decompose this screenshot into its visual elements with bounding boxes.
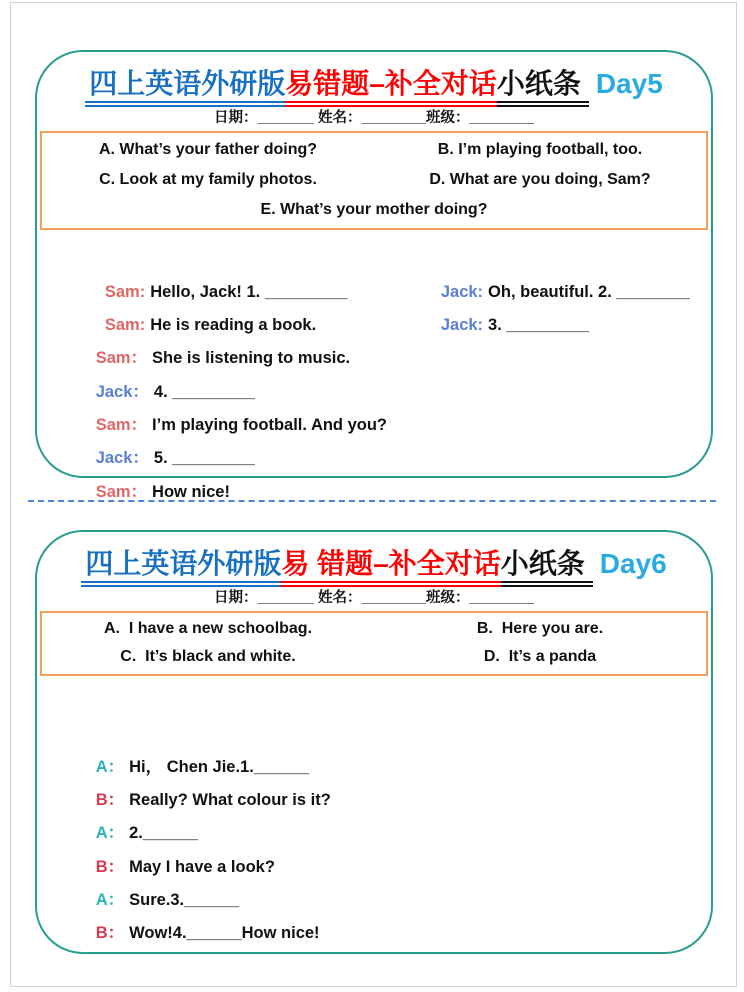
title-part-black: 小纸条: [501, 548, 593, 587]
speaker-label-a: A：: [95, 891, 125, 910]
speaker-label-jack: Jack:: [440, 315, 484, 334]
dialogue-row: [59, 242, 701, 301]
dialogue-text: Wow!4.______How nice!: [129, 924, 320, 943]
speaker-label-sam: Sam:: [104, 282, 146, 301]
speaker-label-b: B：: [95, 924, 125, 943]
options-box-day6: [40, 611, 708, 676]
dialogue-row: [59, 717, 701, 776]
title-day6: [37, 546, 711, 581]
title-day-label: Day6: [599, 548, 667, 579]
dialogue-text: I’m playing football. And you?: [152, 416, 388, 435]
dialogue-line: [395, 276, 701, 376]
dialogue-text: Sure.3.______: [129, 891, 240, 910]
dialogue-text: 5. _________: [153, 449, 255, 468]
card-day5: [35, 50, 713, 501]
speaker-label-sam: Sam:: [104, 315, 146, 334]
title-day5: [37, 66, 711, 101]
date-name-class-line: 日期：_______ 姓名：________班级：________: [213, 590, 534, 606]
title-part-red: 易错题–补全对话: [285, 68, 497, 107]
dialogue-day5: [37, 242, 711, 501]
speaker-label-sam: Sam：: [95, 416, 148, 435]
speaker-label-a: A：: [95, 757, 125, 776]
dialogue-text: He is reading a book.: [150, 315, 317, 334]
dialogue-text: Hi， Chen Jie.1.______: [129, 757, 309, 776]
dialogue-text: Really? What colour is it?: [129, 790, 331, 809]
speaker-label-sam: Sam：: [95, 482, 148, 501]
dialogue-text: May I have a look?: [129, 857, 275, 876]
dialogue-text: How nice!: [152, 482, 230, 501]
option-b: B. Here you are.: [476, 620, 604, 638]
option-c: C. It’s black and white.: [120, 648, 296, 666]
options-grid: [42, 615, 706, 671]
option-b: B. I’m playing football, too.: [437, 141, 643, 159]
dashed-divider: [28, 500, 716, 502]
dialogue-text: She is listening to music.: [152, 349, 351, 368]
dialogue-day6: [37, 717, 711, 943]
date-name-class-line: 日期：_______ 姓名：________班级：________: [213, 110, 534, 126]
option-e: E. What’s your mother doing?: [260, 201, 488, 219]
option-d: D. It’s a panda: [483, 648, 597, 666]
speaker-label-jack: Jack:: [440, 282, 484, 301]
title-part-red: 易 错题–补全对话: [281, 548, 500, 587]
dialogue-row: [59, 276, 701, 334]
speaker-label-a: A：: [95, 824, 125, 843]
title-part-blue: 四上英语外研版: [85, 68, 285, 107]
speaker-label-sam: Sam：: [95, 349, 148, 368]
dialogue-text: Oh, beautiful. 2. ________: [488, 282, 690, 301]
dialogue-text: 4. _________: [153, 382, 255, 401]
title-part-blue: 四上英语外研版: [81, 548, 281, 587]
option-c: C. Look at my family photos.: [99, 171, 317, 189]
card-day6: [35, 530, 713, 954]
option-a: A. What’s your father doing?: [98, 141, 318, 159]
speaker-label-jack: Jack：: [95, 449, 149, 468]
option-d: D. What are you doing, Sam?: [429, 171, 651, 189]
speaker-label-jack: Jack：: [95, 382, 149, 401]
title-part-black: 小纸条: [497, 68, 589, 107]
dialogue-text: 2.______: [129, 824, 198, 843]
option-a: A. I have a new schoolbag.: [103, 620, 313, 638]
speaker-label-b: B：: [95, 790, 125, 809]
options-grid: [42, 135, 706, 195]
speaker-label-b: B：: [95, 857, 125, 876]
options-box-day5: [40, 131, 708, 230]
title-day-label: Day5: [595, 68, 663, 99]
dialogue-text: Hello, Jack! 1. _________: [150, 282, 348, 301]
dialogue-text: 3. _________: [488, 315, 589, 334]
